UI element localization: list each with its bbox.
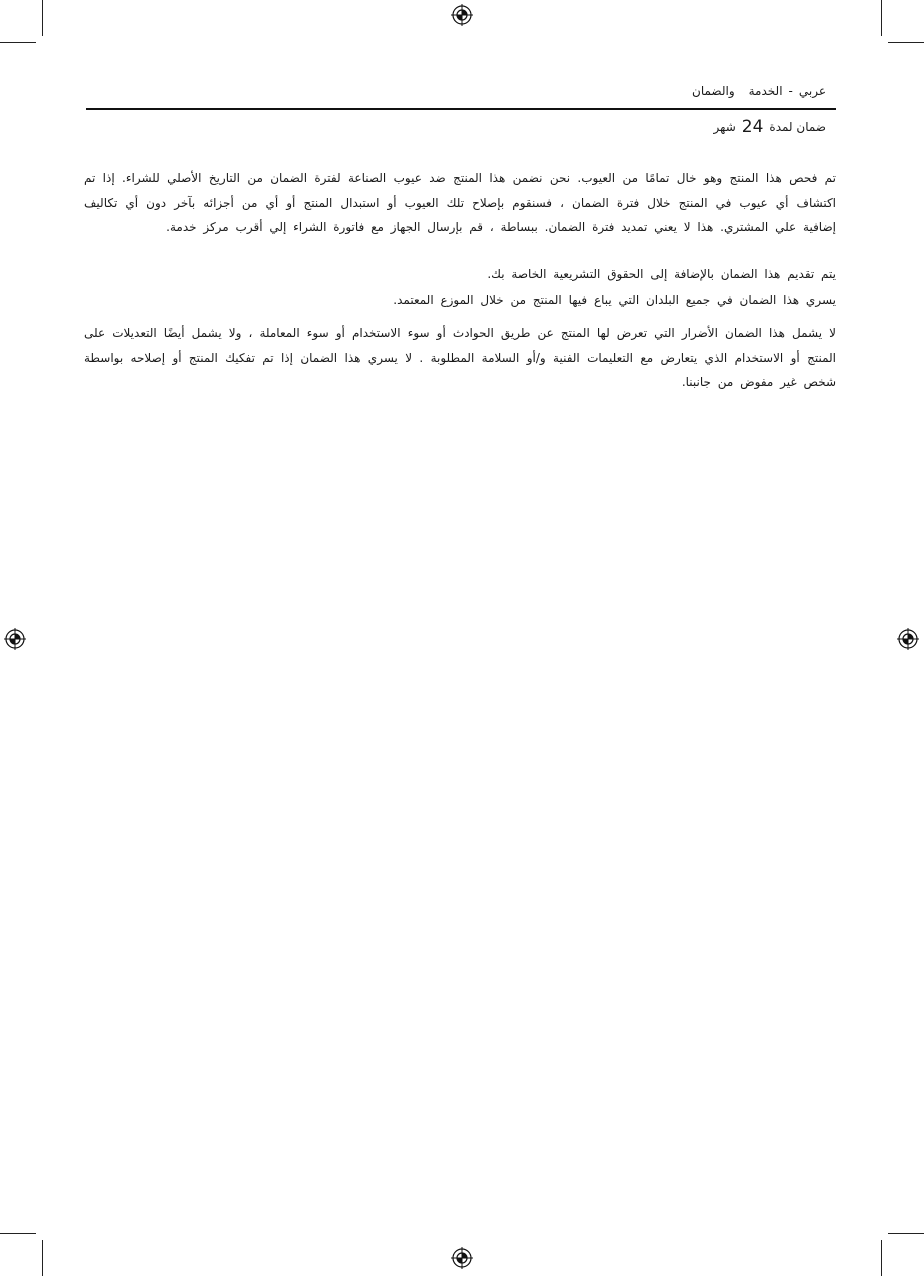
header-title — [692, 84, 826, 98]
paragraph-warranty-coverage: تم فحص هذا المنتج وهو خال تمامًا من العيوب. نحن نضمن هذا المنتج ضد عيوب الصناعة لفترة الضمان من التاريخ الأصلي للشراء. إذا تم اكتشاف أي عيوب في المنتج خلال فترة الضمان ، فسنقوم بإصلاح تلك العيوب أو استبدال المنتج أو أي من أجزائه بآخر دون أي تكاليف إضافية علي المشتري. هذا لا يعني تمديد فترة الضمان. ببساطة ، قم بإرسال الجهاز مع فاتورة الشراء إلي أقرب مركز خدمة. — [84, 171, 836, 234]
page-header — [86, 82, 836, 110]
crop-mark-top-right — [881, 0, 882, 36]
warranty-label: ضمان لمدة — [769, 120, 826, 134]
crop-mark-top-left — [42, 0, 43, 36]
crop-mark-bottom-right-h — [888, 1233, 924, 1234]
crop-mark-top-left-h — [0, 42, 36, 43]
paragraph-statutory-rights: يتم تقديم هذا الضمان بالإضافة إلى الحقوق التشريعية الخاصة بك. — [487, 267, 836, 281]
crop-mark-bottom-left — [42, 1240, 43, 1276]
registration-mark-left-icon — [4, 628, 26, 650]
header-separator: - — [788, 84, 793, 98]
header-topic: والضمان — [692, 84, 735, 98]
paragraph-countries: يسري هذا الضمان في جميع البلدان التي يباع فيها المنتج من خلال الموزع المعتمد. — [393, 293, 836, 307]
header-language: عربي — [798, 84, 826, 98]
paragraph-exclusions: لا يشمل هذا الضمان الأضرار التي تعرض لها المنتج عن طريق الحوادث أو سوء الاستخدام أو سوء المعاملة ، ولا يشمل أيضًا التعديلات على المنتج أو الاستخدام الذي يتعارض مع التعليمات الفنية و/أو السلامة المطلوبة . لا يسري هذا الضمان إذا تم تفكيك المنتج أو إصلاحه بواسطة شخص غير مفوض من جانبنا. — [84, 326, 836, 389]
registration-mark-top-icon — [451, 4, 473, 26]
warranty-period-heading — [714, 116, 826, 136]
warranty-unit: شهر — [713, 120, 736, 134]
crop-mark-top-right-h — [888, 42, 924, 43]
warranty-months: 24 — [741, 117, 764, 137]
registration-mark-right-icon — [897, 628, 919, 650]
crop-mark-bottom-right — [881, 1240, 882, 1276]
crop-mark-bottom-left-h — [0, 1233, 36, 1234]
registration-mark-bottom-icon — [451, 1247, 473, 1269]
header-section: الخدمة — [748, 84, 783, 98]
